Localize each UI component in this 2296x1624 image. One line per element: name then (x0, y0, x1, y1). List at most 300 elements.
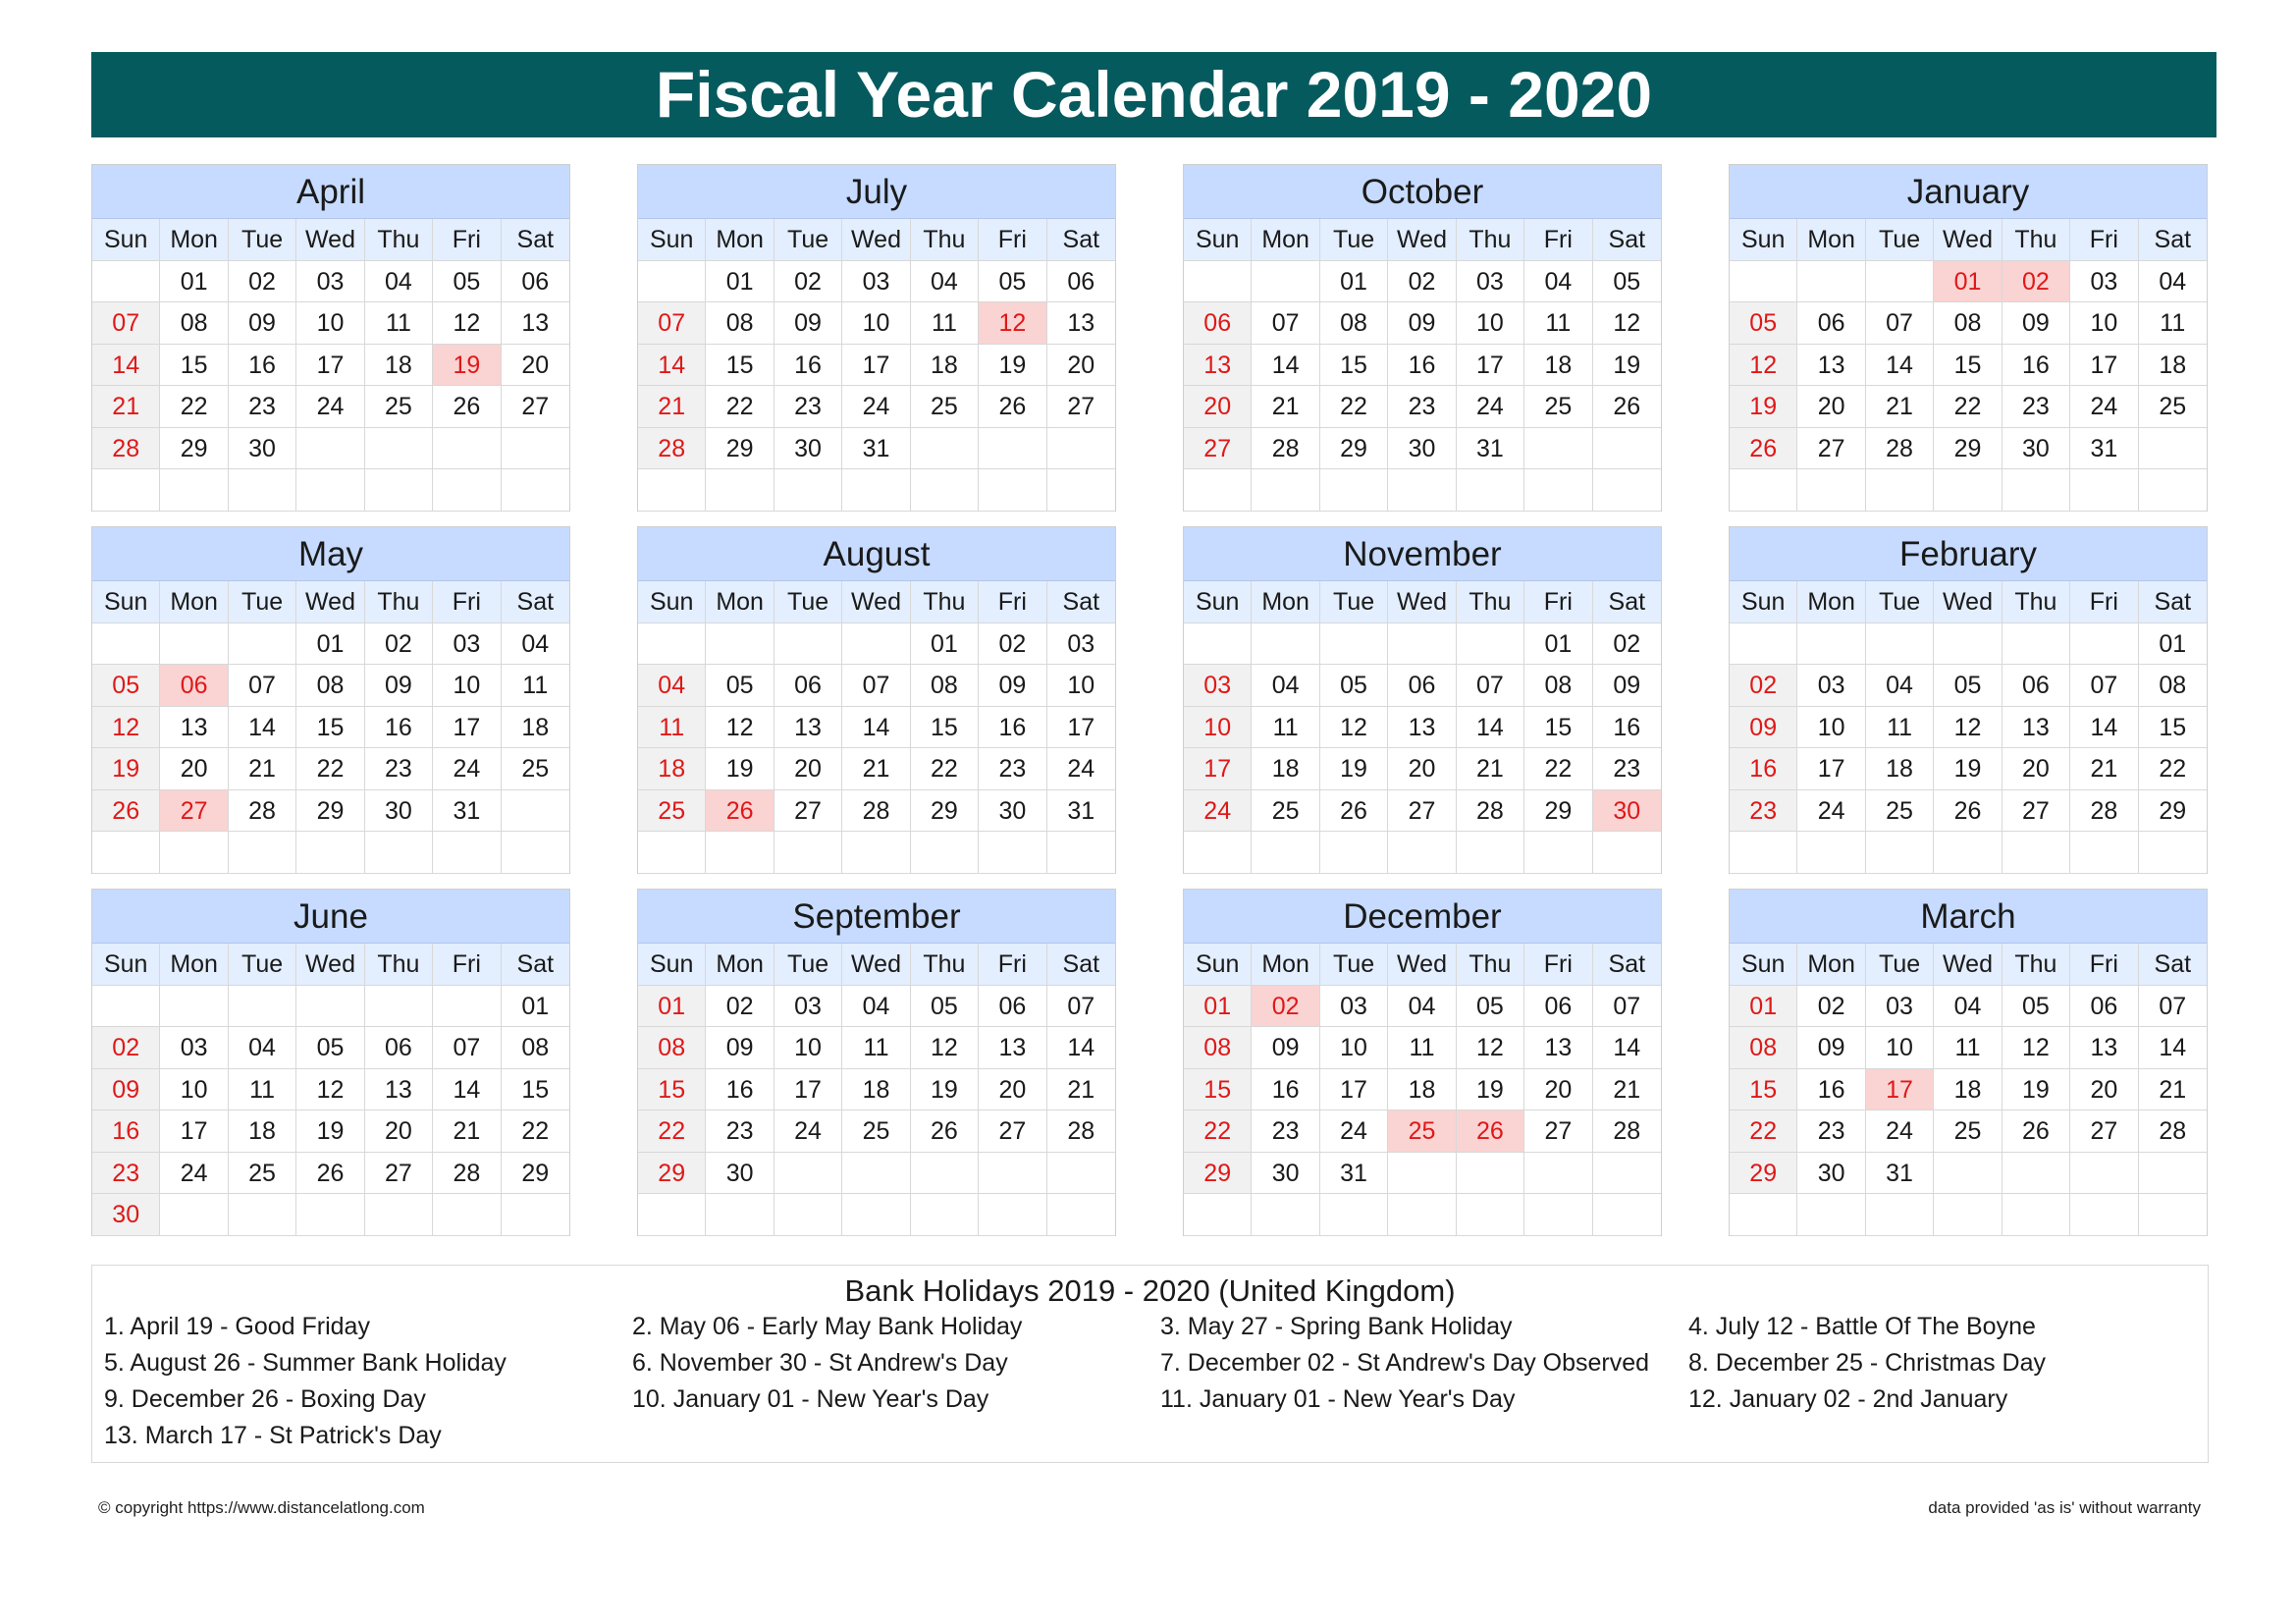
weekday-header: Sat (2139, 581, 2207, 623)
holiday-item: 13. March 17 - St Patrick's Day (104, 1422, 442, 1449)
day-cell: 12 (1320, 707, 1388, 749)
day-cell: 31 (1866, 1153, 1934, 1195)
day-cell: 29 (1524, 790, 1592, 833)
empty-day-cell (1934, 832, 2002, 874)
empty-day-cell (979, 1153, 1046, 1195)
weekday-header: Fri (1524, 219, 1592, 261)
day-cell: 27 (160, 790, 228, 833)
day-cell: 20 (1524, 1069, 1592, 1111)
day-cell: 04 (842, 986, 910, 1028)
empty-day-cell (1047, 1194, 1115, 1236)
day-cell: 19 (92, 748, 160, 790)
day-cell: 12 (911, 1027, 979, 1069)
day-cell: 11 (911, 302, 979, 345)
empty-day-cell (2002, 832, 2070, 874)
weekday-header: Tue (1866, 944, 1934, 986)
empty-day-cell (229, 623, 296, 666)
day-cell: 17 (842, 345, 910, 387)
empty-day-cell (706, 623, 774, 666)
day-cell: 05 (433, 261, 501, 303)
month-days-grid (1184, 944, 1661, 1236)
month-days-grid (638, 581, 1115, 874)
weekday-header: Sun (638, 944, 706, 986)
day-cell: 21 (433, 1110, 501, 1153)
empty-day-cell (2002, 623, 2070, 666)
day-cell: 07 (1047, 986, 1115, 1028)
month-name: October (1184, 165, 1661, 219)
day-cell: 03 (842, 261, 910, 303)
empty-day-cell (911, 469, 979, 512)
day-cell: 02 (706, 986, 774, 1028)
month-days-grid (1184, 581, 1661, 874)
day-cell: 27 (774, 790, 842, 833)
day-cell: 06 (365, 1027, 433, 1069)
day-cell: 26 (433, 386, 501, 428)
empty-day-cell (979, 428, 1046, 470)
empty-day-cell (1797, 1194, 1865, 1236)
day-cell: 17 (433, 707, 501, 749)
month-name: August (638, 527, 1115, 581)
page-title: Fiscal Year Calendar 2019 - 2020 (91, 52, 2216, 137)
day-cell: 27 (1797, 428, 1865, 470)
day-cell: 17 (1866, 1069, 1934, 1111)
day-cell: 28 (2139, 1110, 2207, 1153)
empty-day-cell (229, 832, 296, 874)
empty-day-cell (502, 832, 569, 874)
day-cell: 05 (706, 665, 774, 707)
day-cell: 22 (160, 386, 228, 428)
day-cell: 04 (365, 261, 433, 303)
day-cell: 01 (1730, 986, 1797, 1028)
month-calendar-february (1729, 526, 2208, 874)
day-cell: 11 (2139, 302, 2207, 345)
empty-day-cell (1730, 623, 1797, 666)
day-cell: 25 (911, 386, 979, 428)
day-cell: 26 (1320, 790, 1388, 833)
day-cell: 13 (979, 1027, 1046, 1069)
day-cell: 31 (1320, 1153, 1388, 1195)
day-cell: 07 (433, 1027, 501, 1069)
weekday-header: Tue (229, 581, 296, 623)
day-cell: 11 (1866, 707, 1934, 749)
weekday-header: Fri (2070, 219, 2138, 261)
empty-day-cell (911, 832, 979, 874)
empty-day-cell (1184, 261, 1252, 303)
day-cell: 20 (774, 748, 842, 790)
empty-day-cell (1934, 1194, 2002, 1236)
day-cell: 09 (1388, 302, 1456, 345)
holiday-item: 1. April 19 - Good Friday (104, 1313, 370, 1340)
empty-day-cell (1184, 623, 1252, 666)
month-calendar-september (637, 889, 1116, 1236)
day-cell: 18 (842, 1069, 910, 1111)
empty-day-cell (1388, 1153, 1456, 1195)
day-cell: 10 (296, 302, 364, 345)
day-cell: 12 (1934, 707, 2002, 749)
day-cell: 12 (2002, 1027, 2070, 1069)
day-cell: 05 (1934, 665, 2002, 707)
empty-day-cell (774, 623, 842, 666)
day-cell: 08 (2139, 665, 2207, 707)
empty-day-cell (1934, 469, 2002, 512)
day-cell: 31 (842, 428, 910, 470)
day-cell: 04 (1866, 665, 1934, 707)
day-cell: 18 (1388, 1069, 1456, 1111)
day-cell: 19 (433, 345, 501, 387)
month-name: June (92, 890, 569, 944)
day-cell: 06 (2002, 665, 2070, 707)
day-cell: 03 (296, 261, 364, 303)
weekday-header: Fri (979, 581, 1046, 623)
day-cell: 20 (1797, 386, 1865, 428)
day-cell: 23 (365, 748, 433, 790)
empty-day-cell (979, 1194, 1046, 1236)
empty-day-cell (1524, 469, 1592, 512)
weekday-header: Mon (160, 219, 228, 261)
month-calendar-june (91, 889, 570, 1236)
day-cell: 10 (774, 1027, 842, 1069)
day-cell: 19 (1457, 1069, 1524, 1111)
day-cell: 15 (1934, 345, 2002, 387)
day-cell: 19 (706, 748, 774, 790)
weekday-header: Wed (1934, 219, 2002, 261)
day-cell: 18 (1866, 748, 1934, 790)
day-cell: 18 (911, 345, 979, 387)
day-cell: 06 (1797, 302, 1865, 345)
day-cell: 14 (433, 1069, 501, 1111)
day-cell: 14 (1457, 707, 1524, 749)
empty-day-cell (433, 469, 501, 512)
empty-day-cell (296, 986, 364, 1028)
holiday-item: 12. January 02 - 2nd January (1688, 1385, 2008, 1413)
month-days-grid (638, 219, 1115, 512)
empty-day-cell (1184, 832, 1252, 874)
weekday-header: Tue (774, 944, 842, 986)
weekday-header: Sat (1593, 581, 1661, 623)
day-cell: 13 (1388, 707, 1456, 749)
month-name: May (92, 527, 569, 581)
day-cell: 30 (92, 1194, 160, 1236)
day-cell: 28 (1866, 428, 1934, 470)
day-cell: 26 (92, 790, 160, 833)
day-cell: 22 (1524, 748, 1592, 790)
month-calendar-october (1183, 164, 1662, 512)
day-cell: 21 (1457, 748, 1524, 790)
empty-day-cell (1320, 469, 1388, 512)
empty-day-cell (1457, 832, 1524, 874)
day-cell: 17 (1797, 748, 1865, 790)
holiday-item: 9. December 26 - Boxing Day (104, 1385, 426, 1413)
day-cell: 30 (1252, 1153, 1319, 1195)
day-cell: 14 (1252, 345, 1319, 387)
day-cell: 14 (842, 707, 910, 749)
day-cell: 27 (502, 386, 569, 428)
day-cell: 28 (1593, 1110, 1661, 1153)
empty-day-cell (1866, 832, 1934, 874)
day-cell: 14 (638, 345, 706, 387)
day-cell: 15 (706, 345, 774, 387)
day-cell: 25 (1524, 386, 1592, 428)
day-cell: 27 (1524, 1110, 1592, 1153)
day-cell: 19 (2002, 1069, 2070, 1111)
day-cell: 06 (502, 261, 569, 303)
day-cell: 05 (296, 1027, 364, 1069)
weekday-header: Thu (911, 581, 979, 623)
day-cell: 17 (296, 345, 364, 387)
day-cell: 26 (1593, 386, 1661, 428)
month-days-grid (638, 944, 1115, 1236)
day-cell: 12 (1730, 345, 1797, 387)
day-cell: 23 (1593, 748, 1661, 790)
day-cell: 16 (774, 345, 842, 387)
day-cell: 04 (229, 1027, 296, 1069)
weekday-header: Wed (1388, 581, 1456, 623)
empty-day-cell (706, 469, 774, 512)
day-cell: 09 (1797, 1027, 1865, 1069)
weekday-header: Fri (2070, 581, 2138, 623)
day-cell: 25 (638, 790, 706, 833)
empty-day-cell (1797, 469, 1865, 512)
day-cell: 10 (2070, 302, 2138, 345)
empty-day-cell (1388, 623, 1456, 666)
month-name: February (1730, 527, 2207, 581)
day-cell: 14 (1047, 1027, 1115, 1069)
day-cell: 04 (911, 261, 979, 303)
day-cell: 17 (774, 1069, 842, 1111)
empty-day-cell (229, 1194, 296, 1236)
day-cell: 02 (979, 623, 1046, 666)
day-cell: 26 (1934, 790, 2002, 833)
day-cell: 02 (1730, 665, 1797, 707)
day-cell: 26 (706, 790, 774, 833)
day-cell: 08 (502, 1027, 569, 1069)
weekday-header: Sat (2139, 219, 2207, 261)
day-cell: 02 (1252, 986, 1319, 1028)
day-cell: 30 (774, 428, 842, 470)
day-cell: 25 (2139, 386, 2207, 428)
empty-day-cell (160, 469, 228, 512)
month-name: November (1184, 527, 1661, 581)
empty-day-cell (1593, 832, 1661, 874)
empty-day-cell (365, 832, 433, 874)
day-cell: 30 (979, 790, 1046, 833)
day-cell: 25 (1388, 1110, 1456, 1153)
empty-day-cell (92, 469, 160, 512)
weekday-header: Thu (1457, 219, 1524, 261)
day-cell: 29 (1184, 1153, 1252, 1195)
empty-day-cell (842, 469, 910, 512)
weekday-header: Sat (502, 581, 569, 623)
empty-day-cell (1593, 1194, 1661, 1236)
day-cell: 02 (1797, 986, 1865, 1028)
day-cell: 15 (1730, 1069, 1797, 1111)
day-cell: 24 (2070, 386, 2138, 428)
day-cell: 12 (1457, 1027, 1524, 1069)
bank-holidays-title: Bank Holidays 2019 - 2020 (United Kingdom) (844, 1273, 1456, 1308)
day-cell: 29 (2139, 790, 2207, 833)
day-cell: 16 (2002, 345, 2070, 387)
day-cell: 01 (638, 986, 706, 1028)
day-cell: 20 (502, 345, 569, 387)
day-cell: 13 (1797, 345, 1865, 387)
day-cell: 18 (229, 1110, 296, 1153)
day-cell: 19 (1593, 345, 1661, 387)
day-cell: 15 (1184, 1069, 1252, 1111)
day-cell: 04 (1252, 665, 1319, 707)
weekday-header: Thu (1457, 944, 1524, 986)
empty-day-cell (706, 1194, 774, 1236)
empty-day-cell (1252, 261, 1319, 303)
day-cell: 26 (1730, 428, 1797, 470)
day-cell: 20 (2002, 748, 2070, 790)
day-cell: 15 (911, 707, 979, 749)
empty-day-cell (1934, 1153, 2002, 1195)
holiday-item: 2. May 06 - Early May Bank Holiday (632, 1313, 1023, 1340)
weekday-header: Wed (842, 581, 910, 623)
day-cell: 20 (1184, 386, 1252, 428)
day-cell: 20 (979, 1069, 1046, 1111)
weekday-header: Sat (502, 944, 569, 986)
day-cell: 18 (638, 748, 706, 790)
day-cell: 21 (638, 386, 706, 428)
empty-day-cell (1388, 469, 1456, 512)
weekday-header: Sun (1184, 944, 1252, 986)
day-cell: 05 (979, 261, 1046, 303)
weekday-header: Fri (2070, 944, 2138, 986)
day-cell: 25 (1934, 1110, 2002, 1153)
month-name: September (638, 890, 1115, 944)
empty-day-cell (1730, 469, 1797, 512)
day-cell: 28 (92, 428, 160, 470)
day-cell: 03 (774, 986, 842, 1028)
day-cell: 29 (1320, 428, 1388, 470)
empty-day-cell (1388, 1194, 1456, 1236)
day-cell: 30 (365, 790, 433, 833)
day-cell: 19 (296, 1110, 364, 1153)
day-cell: 31 (433, 790, 501, 833)
day-cell: 25 (1866, 790, 1934, 833)
day-cell: 14 (1593, 1027, 1661, 1069)
day-cell: 22 (911, 748, 979, 790)
empty-day-cell (1047, 832, 1115, 874)
day-cell: 16 (1797, 1069, 1865, 1111)
empty-day-cell (1320, 832, 1388, 874)
day-cell: 24 (1320, 1110, 1388, 1153)
day-cell: 21 (229, 748, 296, 790)
day-cell: 21 (92, 386, 160, 428)
empty-day-cell (1593, 428, 1661, 470)
day-cell: 08 (911, 665, 979, 707)
day-cell: 05 (2002, 986, 2070, 1028)
day-cell: 16 (229, 345, 296, 387)
day-cell: 08 (160, 302, 228, 345)
weekday-header: Fri (979, 219, 1046, 261)
weekday-header: Wed (842, 219, 910, 261)
empty-day-cell (1866, 1194, 1934, 1236)
day-cell: 29 (296, 790, 364, 833)
day-cell: 09 (92, 1069, 160, 1111)
day-cell: 11 (365, 302, 433, 345)
day-cell: 05 (1320, 665, 1388, 707)
day-cell: 12 (979, 302, 1046, 345)
empty-day-cell (2139, 469, 2207, 512)
day-cell: 31 (1047, 790, 1115, 833)
day-cell: 27 (1184, 428, 1252, 470)
weekday-header: Tue (229, 219, 296, 261)
day-cell: 23 (774, 386, 842, 428)
day-cell: 01 (160, 261, 228, 303)
day-cell: 22 (1184, 1110, 1252, 1153)
empty-day-cell (1524, 832, 1592, 874)
day-cell: 18 (1934, 1069, 2002, 1111)
empty-day-cell (2070, 1194, 2138, 1236)
empty-day-cell (365, 986, 433, 1028)
weekday-header: Sun (638, 581, 706, 623)
day-cell: 07 (1593, 986, 1661, 1028)
empty-day-cell (2070, 832, 2138, 874)
day-cell: 15 (2139, 707, 2207, 749)
holiday-item: 10. January 01 - New Year's Day (632, 1385, 989, 1413)
weekday-header: Wed (842, 944, 910, 986)
day-cell: 15 (502, 1069, 569, 1111)
day-cell: 26 (296, 1153, 364, 1195)
day-cell: 08 (1934, 302, 2002, 345)
month-days-grid (92, 219, 569, 512)
month-calendar-july (637, 164, 1116, 512)
copyright-text: © copyright https://www.distancelatlong.com (98, 1498, 425, 1517)
weekday-header: Sat (1047, 944, 1115, 986)
day-cell: 25 (229, 1153, 296, 1195)
day-cell: 09 (2002, 302, 2070, 345)
day-cell: 11 (842, 1027, 910, 1069)
day-cell: 21 (1866, 386, 1934, 428)
day-cell: 10 (1866, 1027, 1934, 1069)
holiday-item: 3. May 27 - Spring Bank Holiday (1160, 1313, 1513, 1340)
empty-day-cell (1593, 469, 1661, 512)
empty-day-cell (229, 986, 296, 1028)
day-cell: 24 (1797, 790, 1865, 833)
day-cell: 15 (160, 345, 228, 387)
day-cell: 12 (706, 707, 774, 749)
day-cell: 11 (1252, 707, 1319, 749)
day-cell: 29 (706, 428, 774, 470)
empty-day-cell (1934, 623, 2002, 666)
day-cell: 14 (2070, 707, 2138, 749)
day-cell: 26 (1457, 1110, 1524, 1153)
day-cell: 21 (2139, 1069, 2207, 1111)
day-cell: 24 (1457, 386, 1524, 428)
day-cell: 09 (1593, 665, 1661, 707)
weekday-header: Thu (365, 219, 433, 261)
empty-day-cell (160, 986, 228, 1028)
day-cell: 01 (1184, 986, 1252, 1028)
weekday-header: Mon (1252, 581, 1319, 623)
empty-day-cell (911, 1153, 979, 1195)
weekday-header: Tue (774, 219, 842, 261)
day-cell: 11 (1388, 1027, 1456, 1069)
day-cell: 02 (229, 261, 296, 303)
day-cell: 19 (1730, 386, 1797, 428)
weekday-header: Wed (296, 944, 364, 986)
day-cell: 06 (160, 665, 228, 707)
empty-day-cell (2139, 428, 2207, 470)
empty-day-cell (1047, 469, 1115, 512)
day-cell: 25 (502, 748, 569, 790)
day-cell: 12 (296, 1069, 364, 1111)
weekday-header: Mon (706, 944, 774, 986)
weekday-header: Mon (1797, 581, 1865, 623)
day-cell: 22 (1320, 386, 1388, 428)
